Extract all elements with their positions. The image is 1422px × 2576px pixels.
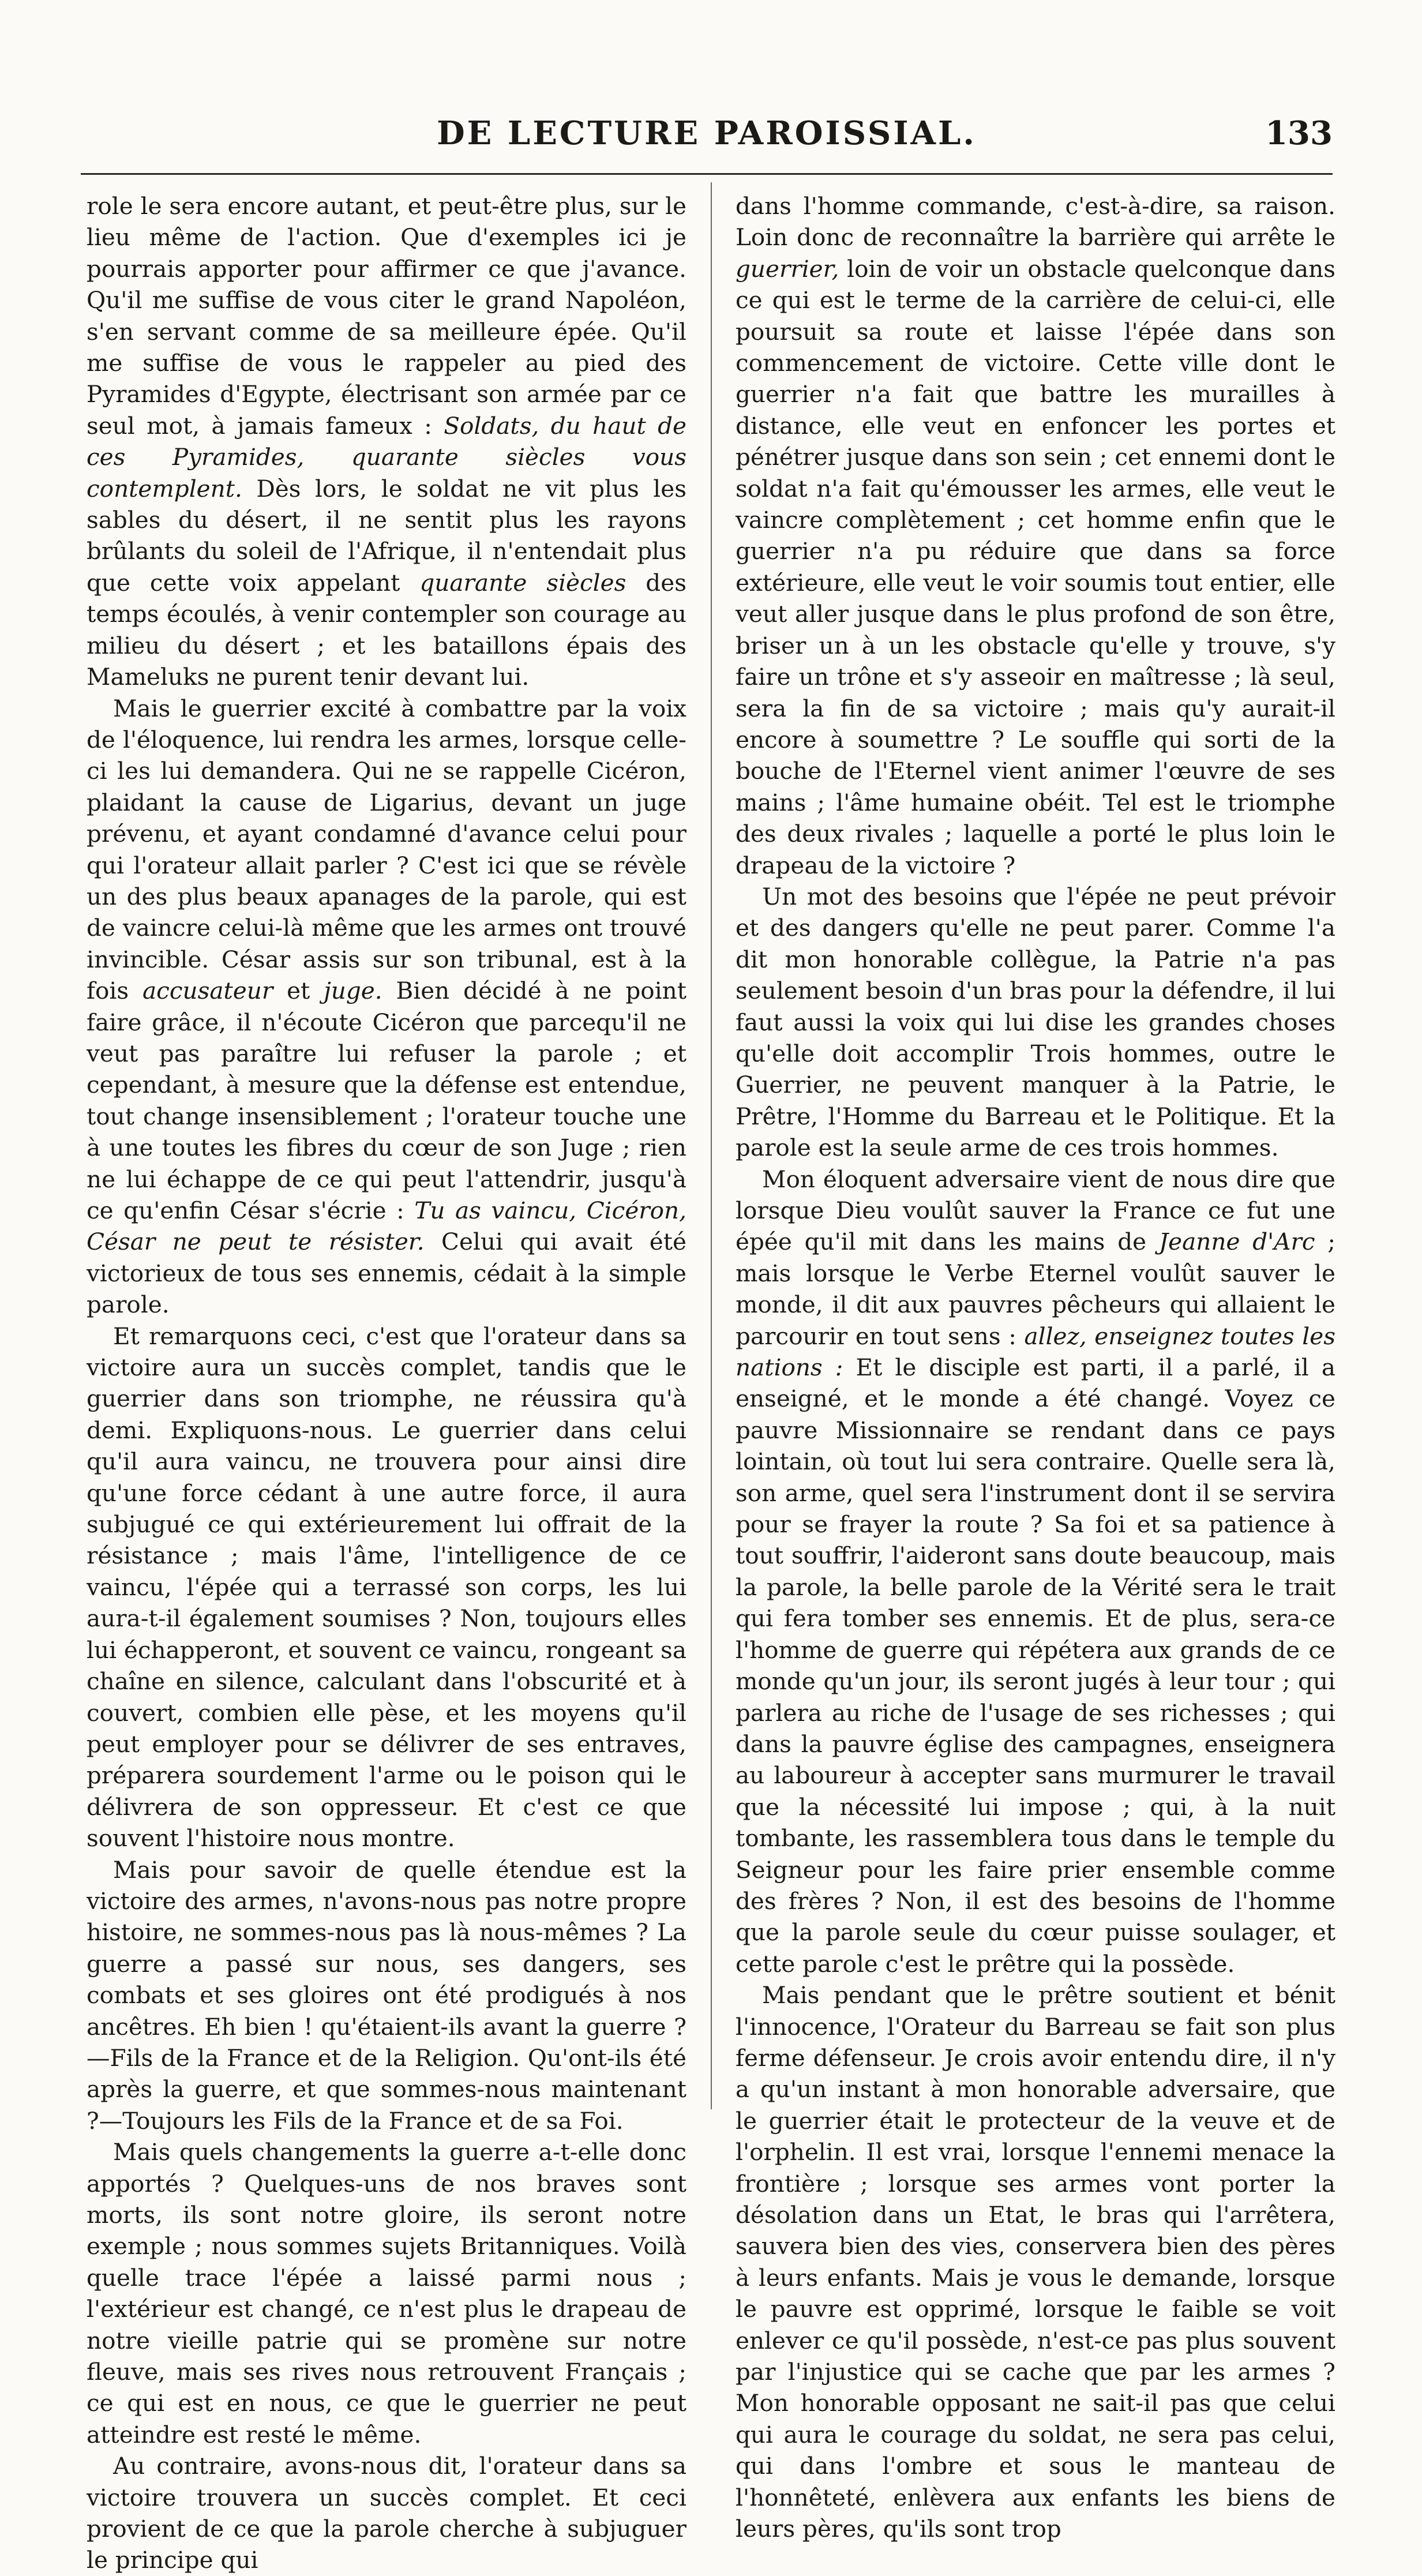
italic-text: quarante siècles (419, 568, 626, 597)
text-run: ; mais lorsque le Verbe Eternel voulût sauver le monde, il dit aux pauvres pêcheurs qui allaient le parcourir en tout sens : (736, 1228, 1335, 1350)
paragraph (736, 1979, 1335, 2544)
italic-text: allez, enseignez toutes les nations : (736, 1322, 1335, 1382)
italic-text: accusateur (142, 977, 273, 1005)
paragraph (736, 881, 1335, 1164)
text-run: loin de voir un obstacle quelconque dans ce qui est le terme de la carrière de celui-ci, elle poursuit sa route et laisse l'épée dans son commencement de victoire. Cette ville dont le guerrier n'a fait que battre les murailles à distance, elle veut en enfoncer les portes et pénétrer jusque dans son sein ; cet ennemi dont le soldat n'a fait qu'émousser les armes, elle veut le vaincre complètement ; cet homme enfin que le guerrier n'a pu réduire que dans sa force extérieure, elle veut le voir soumis tout entier, elle veut aller jusque dans le plus profond de son être, briser un à un les obstacle qu'elle y trouve, s'y faire un trône et s'y asseoir en maîtresse ; là seul, sera la fin de sa victoire ; mais qu'y aurait-il encore à soumettre ? Le souffle qui sorti de la bouche de l'Eternel vient animer l'œuvre de ses mains ; l'âme humaine obéit. Tel est le triomphe des deux rivales ; laquelle a porté le plus loin le drapeau de la victoire ? (736, 254, 1335, 879)
text-run: Au contraire, avons-nous dit, l'orateur dans sa victoire trouvera un succès complet. Et ceci provient de ce que la parole cherche à subjuguer le principe qui (87, 2452, 686, 2574)
left-column (87, 190, 686, 2574)
right-column (736, 190, 1335, 2543)
paragraph (87, 2450, 686, 2576)
italic-text: Jeanne d'Arc (1158, 1228, 1315, 1256)
italic-text: juge. (324, 977, 382, 1005)
text-run: Mon éloquent adversaire vient de nous dire que lorsque Dieu voulût sauver la France ce fut une épée qu'il mit dans les mains de (736, 1165, 1335, 1256)
page-number: 133 (1265, 114, 1333, 152)
text-run: Mais le guerrier excité à combattre par la voix de l'éloquence, lui rendra les armes, lorsque celle-ci les lui demandera. Qui ne se rappelle Cicéron, plaidant la cause de Ligarius, devant un juge prévenu, et ayant condamné d'avance celui pour qui l'orateur allait parler ? C'est ici que se révèle un des plus beaux apanages de la parole, qui est de vaincre celui-là même que les armes ont trouvé invincible. César assis sur son tribunal, est à la fois (87, 694, 686, 1005)
paragraph (736, 1164, 1335, 1980)
text-run: Mais pendant que le prêtre soutient et bénit l'innocence, l'Orateur du Barreau se fait son plus ferme défenseur. Je crois avoir entendu dire, il n'y a qu'un instant à mon honorable adversaire, que le guerrier était le protecteur de la veuve et de l'orphelin. Il est vrai, lorsque l'ennemi menace la frontière ; lorsque ses armes vont porter la désolation dans un Etat, le bras qui l'arrêtera, sauvera bien des vies, conservera bien des pères à leurs enfants. Mais je vous le demande, lorsque le pauvre est opprimé, lorsque le faible se voit enlever ce qu'il possède, n'est-ce pas plus souvent par l'injustice qui se cache que par les armes ? Mon honorable opposant ne sait-il pas que celui qui aura le courage du soldat, ne sera pas celui, qui dans l'ombre et sous le manteau de l'honnêteté, enlèvera aux enfants les biens de leurs pères, qu'ils sont trop (736, 1981, 1335, 2543)
paragraph (87, 2136, 686, 2450)
italic-text: Soldats, du haut de ces Pyramides, quarante siècles vous contemplent. (87, 411, 686, 503)
text-run: Celui qui avait été victorieux de tous ses ennemis, cédait à la simple parole. (87, 1228, 686, 1319)
text-run: Mais quels changements la guerre a-t-elle donc apportés ? Quelques-uns de nos braves sont morts, ils sont notre gloire, ils seront notre exemple ; nous sommes sujets Britanniques. Voilà quelle trace l'épée a laissé parmi nous ; l'extérieur est changé, ce n'est plus le drapeau de notre vieille patrie qui se promène sur notre fleuve, mais ses rives nous retrouvent Français ; ce qui est en nous, ce que le guerrier ne peut atteindre est resté le même. (87, 2138, 686, 2448)
paragraph (87, 190, 686, 693)
text-run: dans l'homme commande, c'est-à-dire, sa raison. Loin donc de reconnaître la barrière qui arrête le (736, 192, 1335, 252)
running-title: DE LECTURE PAROISSIAL. (437, 114, 977, 152)
italic-text: Tu as vaincu, Cicéron, César ne peut te résister. (87, 1197, 686, 1256)
text-run: des temps écoulés, à venir contempler son courage au milieu du désert ; et les bataillons épais des Mameluks ne purent tenir devant lui. (87, 568, 686, 691)
header-rule (81, 173, 1333, 175)
paragraph (87, 1321, 686, 1854)
text-run: Bien décidé à ne point faire grâce, il n'écoute Cicéron que parcequ'il ne veut pas paraître lui refuser la parole ; et cependant, à mesure que la défense est entendue, tout change insensiblement ; l'orateur touche une à une toutes les fibres du cœur de son Juge ; rien ne lui échappe de ce qui peut l'attendrir, jusqu'à ce qu'enfin César s'écrie : (87, 977, 686, 1224)
paragraph (736, 190, 1335, 881)
paragraph (87, 1854, 686, 2137)
paragraph (87, 693, 686, 1321)
text-run: Et le disciple est parti, il a parlé, il a enseigné, et le monde a été changé. Voyez ce pauvre Missionnaire se rendant dans ce pays lointain, où tout lui sera contraire. Quelle sera là, son arme, quel sera l'instrument dont il se servira pour se frayer la route ? Sa foi et sa patience à tout souffrir, l'aideront sans doute beaucoup, mais la parole, la belle parole de la Vérité sera le trait qui fera tomber ses ennemis. Et de plus, sera-ce l'homme de guerre qui répétera aux grands de ce monde qu'un jour, ils seront jugés à leur tour ; qui parlera au riche de l'usage de ses richesses ; qui dans la pauvre église des campagnes, enseignera au laboureur à accepter sans murmurer le travail que la nécessité lui impose ; qui, à la nuit tombante, les rassemblera tous dans le temple du Seigneur pour les faire prier ensemble comme des frères ? Non, il est des besoins de l'homme que la parole seule du cœur puisse soulager, et cette parole c'est le prêtre qui la possède. (736, 1353, 1335, 1978)
text-run: Dès lors, le soldat ne vit plus les sables du désert, il ne sentit plus les rayons brûlants du soleil de l'Afrique, il n'entendait plus que cette voix appelant (87, 474, 686, 597)
text-run: Un mot des besoins que l'épée ne peut prévoir et des dangers qu'elle ne peut parer. Comme l'a dit mon honorable collègue, la Patrie n'a pas seulement besoin d'un bras pour la défendre, il lui faut aussi la voix qui lui dise les grandes choses qu'elle doit accomplir Trois hommes, outre le Guerrier, ne peuvent manquer à la Patrie, le Prêtre, l'Homme du Barreau et le Politique. Et la parole est la seule arme de ces trois hommes. (736, 882, 1335, 1162)
column-divider (711, 182, 712, 2109)
text-run: et (273, 977, 324, 1005)
text-run: Mais pour savoir de quelle étendue est la victoire des armes, n'avons-nous pas notre propre histoire, ne sommes-nous pas là nous-mêmes ? La guerre a passé sur nous, ses dangers, ses combats et ses gloires ont été prodigués à nos ancêtres. Eh bien ! qu'étaient-ils avant la guerre ?—Fils de la France et de la Religion. Qu'ont-ils été après la guerre, et que sommes-nous maintenant ?—Toujours les Fils de la France et de sa Foi. (87, 1855, 686, 2135)
text-run: Et remarquons ceci, c'est que l'orateur dans sa victoire aura un succès complet, tandis que le guerrier dans son triomphe, ne réussira qu'à demi. Expliquons-nous. Le guerrier dans celui qu'il aura vaincu, ne trouvera pour ainsi dire qu'une force cédant à une autre force, il aura subjugué ce qui extérieurement lui offrait de la résistance ; mais l'âme, l'intelligence de ce vaincu, l'épée qui a terrassé son corps, les lui aura-t-il également soumises ? Non, toujours elles lui échapperont, et souvent ce vaincu, rongeant sa chaîne en silence, calculant dans l'obscurité et à couvert, combien elle pèse, et les moyens qu'il peut employer pour se délivrer de ses entraves, préparera sourdement l'arme ou le poison qui le délivrera de son oppresseur. Et c'est ce que souvent l'histoire nous montre. (87, 1322, 686, 1853)
italic-text: guerrier, (736, 254, 839, 283)
page-header (81, 104, 1333, 173)
text-run: role le sera encore autant, et peut-être plus, sur le lieu même de l'action. Que d'exemples ici je pourrais apporter pour affirmer ce que j'avance. Qu'il me suffise de vous citer le grand Napoléon, s'en servant comme de sa meilleure épée. Qu'il me suffise de vous le rappeler au pied des Pyramides d'Egypte, électrisant son armée par ce seul mot, à jamais fameux : (87, 192, 686, 440)
